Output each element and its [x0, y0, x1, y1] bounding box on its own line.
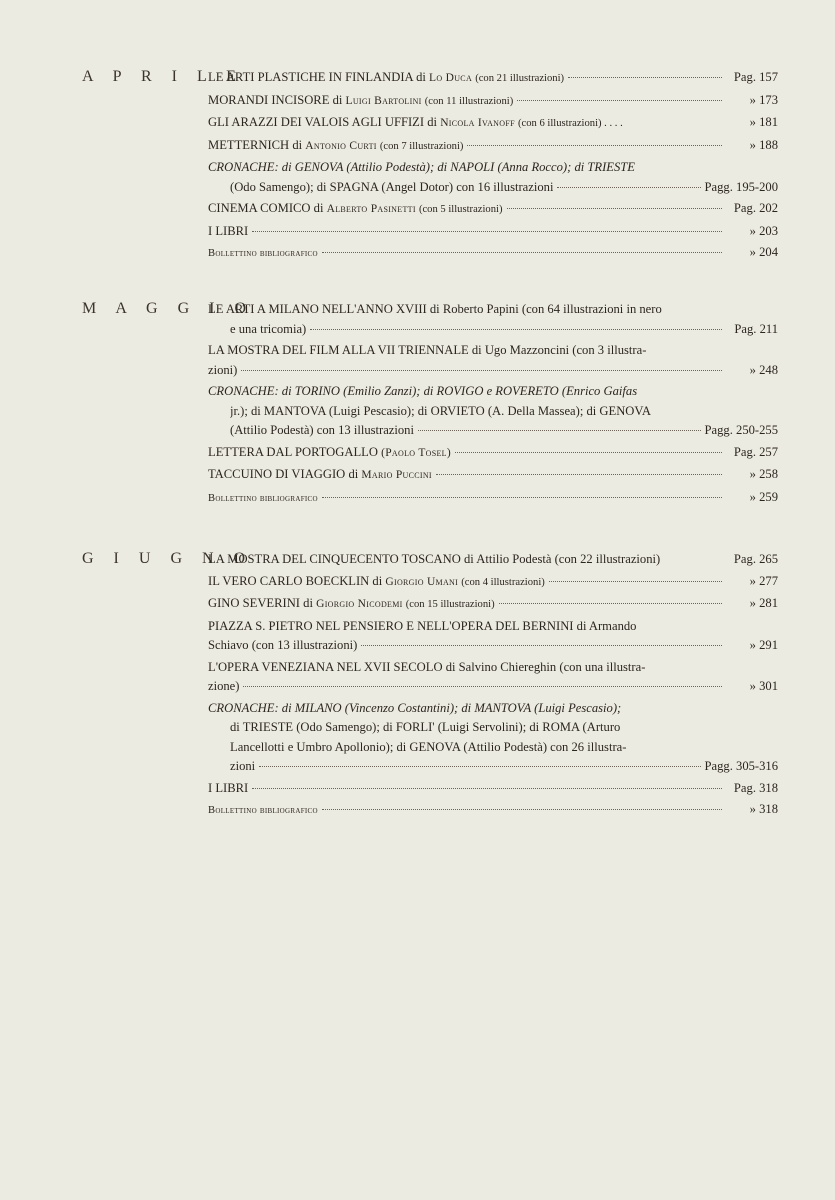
toc-entry[interactable]: L'OPERA VENEZIANA NEL XVII SECOLO di Salvino Chiereghin (con una illustra- zione) » 301: [208, 658, 778, 697]
toc-entry[interactable]: Bollettino bibliografico » 259: [208, 488, 778, 509]
toc-entry[interactable]: LA MOSTRA DEL FILM ALLA VII TRIENNALE di Ugo Mazzoncini (con 3 illustra- zioni) » 248: [208, 341, 778, 380]
toc-entry[interactable]: PIAZZA S. PIETRO NEL PENSIERO E NELL'OPERA DEL BERNINI di Armando Schiavo (con 13 illustrazioni) » 291: [208, 617, 778, 656]
page-number: » 258: [749, 467, 778, 481]
toc-entry[interactable]: MORANDI INCISORE di Luigi Bartolini (con 11 illustrazioni) » 173: [208, 91, 778, 112]
entry-list: [208, 550, 778, 823]
toc-entry[interactable]: GLI ARAZZI DEI VALOIS AGLI UFFIZI di Nicola Ivanoff (con 6 illustrazioni) . . . . » 181: [208, 113, 778, 134]
page-number: Pag. 257: [733, 444, 778, 459]
month-heading: G I U G N O: [82, 550, 254, 567]
page-number: » 173: [749, 92, 778, 107]
toc-entry[interactable]: Bollettino bibliografico » 204: [208, 243, 778, 264]
toc-entry[interactable]: I LIBRI » 203: [208, 222, 778, 242]
page-number: » 301: [749, 679, 778, 693]
toc-entry[interactable]: LA MOSTRA DEL CINQUECENTO TOSCANO di Attilio Podestà (con 22 illustrazioni) Pag. 265: [208, 550, 778, 570]
page-number: » 188: [749, 137, 778, 152]
page-number: Pag. 211: [734, 321, 778, 336]
month-heading: A P R I L E: [82, 68, 244, 85]
page-number: Pag. 157: [733, 70, 778, 84]
toc-entry[interactable]: LE ARTI PLASTICHE IN FINLANDIA di Lo Duca (con 21 illustrazioni) Pag. 157: [208, 68, 778, 89]
page-number: Pag. 202: [733, 201, 778, 215]
page-number: » 248: [749, 362, 778, 377]
page-number: » 181: [749, 115, 778, 129]
page-number: » 281: [749, 596, 778, 610]
toc-entry[interactable]: CRONACHE: di TORINO (Emilio Zanzi); di ROVIGO e ROVERETO (Enrico Gaifas jr.); di MANTOVA (Luigi Pescasio); di ORVIETO (A. Della Massea); di GENOVA (Attilio Podestà) con 13 illustrazioni Pagg. 250-255: [208, 382, 778, 441]
toc-entry[interactable]: LE ARTI A MILANO NELL'ANNO XVIII di Roberto Papini (con 64 illustrazioni in nero e una tricomia) Pag. 211: [208, 300, 778, 339]
toc-entry[interactable]: CRONACHE: di MILANO (Vincenzo Costantini); di MANTOVA (Luigi Pescasio); di TRIESTE (Odo Samengo); di FORLI' (Luigi Servolini); di ROMA (Arturo Lancellotti e Umbro Apollonio); di GENOVA (Attilio Podestà) con 26 illustra- zioni Pagg. 305-316: [208, 699, 778, 777]
page-number: » 203: [749, 223, 778, 238]
entry-list: [208, 300, 778, 510]
page-number: » 204: [749, 245, 778, 259]
page-number: Pag. 265: [733, 552, 778, 566]
toc-entry[interactable]: GINO SEVERINI di Giorgio Nicodemi (con 15 illustrazioni) » 281: [208, 594, 778, 615]
page-number: » 277: [749, 573, 778, 588]
page-number: Pag. 318: [733, 780, 778, 795]
page-number: » 318: [749, 802, 778, 816]
page-number: » 291: [749, 638, 778, 652]
toc-entry[interactable]: Bollettino bibliografico » 318: [208, 800, 778, 821]
page-number: Pagg. 305-316: [704, 759, 778, 773]
toc-entry[interactable]: LETTERA DAL PORTOGALLO (Paolo Tosel) Pag. 257: [208, 443, 778, 464]
toc-entry[interactable]: TACCUINO DI VIAGGIO di Mario Puccini » 258: [208, 465, 778, 486]
entry-list: [208, 68, 778, 266]
month-heading: M A G G I O: [82, 300, 255, 317]
toc-entry[interactable]: CRONACHE: di GENOVA (Attilio Podestà); di NAPOLI (Anna Rocco); di TRIESTE (Odo Samengo); di SPAGNA (Angel Dotor) con 16 illustrazioni Pagg. 195-200: [208, 158, 778, 197]
page-number: Pagg. 195-200: [704, 179, 778, 194]
toc-entry[interactable]: CINEMA COMICO di Alberto Pasinetti (con 5 illustrazioni) Pag. 202: [208, 199, 778, 220]
toc-entry[interactable]: I LIBRI Pag. 318: [208, 779, 778, 799]
page-number: Pagg. 250-255: [704, 423, 778, 437]
toc-entry[interactable]: IL VERO CARLO BOECKLIN di Giorgio Umani (con 4 illustrazioni) » 277: [208, 572, 778, 593]
page-number: » 259: [749, 489, 778, 504]
toc-entry[interactable]: METTERNICH di Antonio Curti (con 7 illustrazioni) » 188: [208, 136, 778, 157]
